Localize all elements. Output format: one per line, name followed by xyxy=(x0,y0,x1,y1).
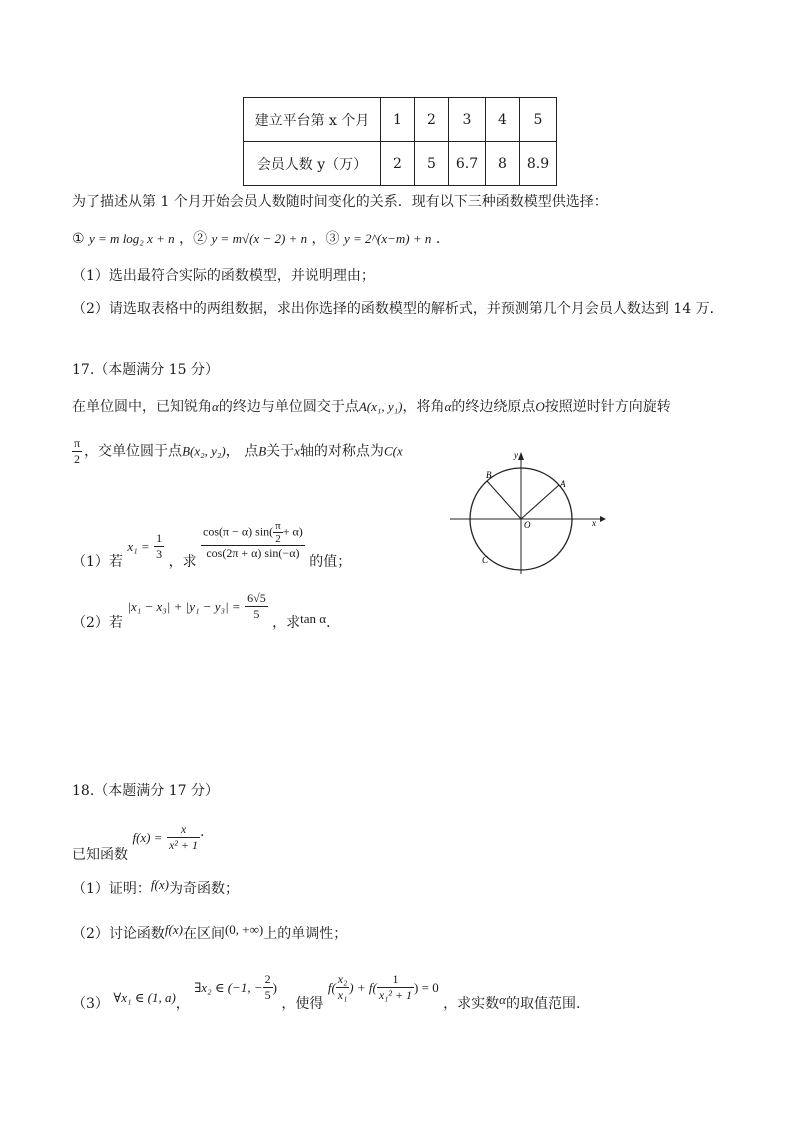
denominator: 5 xyxy=(264,988,271,1002)
table-row xyxy=(244,142,557,186)
alpha-symbol: α xyxy=(212,399,219,414)
q17-part1 xyxy=(72,514,352,570)
x2-over-x1 xyxy=(336,972,350,1003)
numerator: 2 xyxy=(264,972,271,986)
y-axis-arrow xyxy=(518,452,524,460)
x1-equals: x₁ = xyxy=(127,538,150,554)
q18-function xyxy=(72,816,205,863)
numerator xyxy=(201,520,305,546)
point-b: B(x₂, y₂) xyxy=(182,443,226,459)
text: ，求实数 xyxy=(443,995,500,1012)
table-cell: 2 xyxy=(381,142,415,186)
text: 在单位圆中，已知锐角 xyxy=(72,399,212,415)
denominator: x₁ xyxy=(337,988,348,1002)
text: f( xyxy=(327,979,336,995)
text: cos(π − α) sin( xyxy=(203,524,274,539)
denominator: 3 xyxy=(156,547,163,561)
point-b-label: B xyxy=(258,443,267,459)
x-axis-arrow xyxy=(600,516,606,522)
text: ，使得 xyxy=(281,995,324,1012)
numerator: x₂ xyxy=(337,972,348,986)
denominator: x² + 1 xyxy=(168,838,198,852)
table-row xyxy=(244,98,557,142)
membership-table xyxy=(243,97,557,186)
x-axis-label: x xyxy=(294,443,300,459)
point-a: A(x₁, y₁) xyxy=(358,399,403,414)
q16-intro: 为了描述从第 1 个月开始会员人数随时间变化的关系．现有以下三种函数模型供选择： xyxy=(72,194,608,210)
numerator: 1 xyxy=(156,531,163,545)
f-of-x: f(x) = xyxy=(132,829,163,845)
o-label: O xyxy=(524,520,531,530)
q18-part2 xyxy=(72,923,347,943)
text: 的取值范围. xyxy=(506,995,581,1012)
text: （3） xyxy=(72,995,109,1012)
alpha-symbol: α xyxy=(444,399,452,414)
abs-expression: |x₁ − x₃| + |y₁ − y₃| = xyxy=(127,598,241,614)
denominator: 2 xyxy=(275,533,281,545)
model-2-marker: ，② xyxy=(179,231,208,247)
text: 上的单调性； xyxy=(263,926,348,942)
numerator: x xyxy=(167,822,200,838)
text: 按照逆时针方向旋转 xyxy=(544,399,671,415)
denominator: cos(2π + α) sin(−α) xyxy=(206,546,300,560)
row-header-month: 建立平台第 x 个月 xyxy=(244,98,381,142)
a-label: A xyxy=(560,479,566,489)
model-2-formula: y = m√(x − 2) + n xyxy=(211,231,308,246)
origin-o: O xyxy=(535,399,545,414)
c-label: C xyxy=(482,555,489,565)
table-cell: 6.7 xyxy=(449,142,486,186)
text: ， xyxy=(175,995,190,1012)
numerator: π xyxy=(74,436,81,450)
forall-x1: ∀x₁ ∈ (1, a) xyxy=(113,989,176,1005)
q18-header: 18.（本题满分 17 分） xyxy=(72,783,219,799)
b-label: B xyxy=(486,470,492,480)
text: （1）证明： xyxy=(72,881,151,897)
table-cell: 1 xyxy=(381,98,415,142)
q16-part1: （1）选出最符合实际的函数模型，并说明理由； xyxy=(72,268,375,284)
model-1-formula: y = m log₂ x + n xyxy=(89,231,175,246)
two-fifths xyxy=(263,972,273,1003)
table-cell: 2 xyxy=(415,98,449,142)
text: 轴的对称点为 xyxy=(299,443,384,460)
x-label: x xyxy=(592,518,596,528)
model-1-marker: ① xyxy=(72,231,85,247)
text: 的终边与单位圆交于点 xyxy=(218,399,359,415)
text: （2）讨论函数 xyxy=(72,926,165,942)
text: ) xyxy=(272,979,277,995)
one-third xyxy=(154,531,164,562)
tan-alpha: tan α xyxy=(300,610,327,626)
text: 在区间 xyxy=(182,926,225,942)
text: ，将角 xyxy=(402,399,445,415)
alpha-symbol: α xyxy=(499,991,506,1007)
text: 为奇函数； xyxy=(168,881,239,897)
q18-part3 xyxy=(72,966,581,1012)
table-cell: 8 xyxy=(486,142,520,186)
trig-expression xyxy=(201,520,305,561)
six-root5-over-5 xyxy=(245,591,268,622)
text: ． xyxy=(326,614,341,631)
f-of-x: f(x) xyxy=(164,922,183,937)
text: （2）若 xyxy=(72,614,123,631)
interval: (0, +∞) xyxy=(224,922,264,937)
punct: ． xyxy=(435,231,450,247)
text: ，交单位圆于点 xyxy=(84,443,183,460)
denominator: x₁² + 1 xyxy=(378,988,413,1002)
text: 关于 xyxy=(266,443,295,460)
one-over-x1sq xyxy=(377,972,414,1003)
model-3-formula: y = 2^(x−m) + n xyxy=(343,231,432,246)
pi-over-2 xyxy=(273,520,283,545)
exists-x2: ∃x₂ ∈ (−1, − xyxy=(194,979,263,995)
ray-ob xyxy=(487,481,521,519)
text: . xyxy=(200,823,205,840)
table-cell: 4 xyxy=(486,98,520,142)
row-header-members: 会员人数 y（万） xyxy=(244,142,381,186)
table-cell: 3 xyxy=(449,98,486,142)
numerator: 6√5 xyxy=(247,591,266,605)
text: + α) xyxy=(282,524,303,539)
q16-part2: （2）请选取表格中的两组数据，求出你选择的函数模型的解析式，并预测第几个月会员人数达到 14 万． xyxy=(72,301,724,317)
unit-circle-figure xyxy=(448,448,618,578)
table-cell: 5 xyxy=(415,142,449,186)
q16-models xyxy=(72,228,450,248)
text: ，求 xyxy=(272,614,301,631)
denominator: 2 xyxy=(74,452,81,466)
table-cell: 5 xyxy=(520,98,557,142)
text: 已知函数 xyxy=(72,846,128,863)
f-of-x: f(x) xyxy=(150,877,169,892)
function-fraction xyxy=(167,822,200,853)
text: ) = 0 xyxy=(414,979,439,995)
q17-line1 xyxy=(72,396,671,416)
q18-part1 xyxy=(72,878,239,898)
text: 的终边绕原点 xyxy=(451,399,536,415)
denominator: 5 xyxy=(253,607,260,621)
text: ) + f( xyxy=(349,979,377,995)
q17-line2 xyxy=(72,436,403,467)
q17-part2 xyxy=(72,585,341,631)
y-label: y xyxy=(514,450,518,460)
pi-over-2 xyxy=(72,436,82,467)
model-3-marker: ，③ xyxy=(311,231,340,247)
ray-oa xyxy=(521,485,559,519)
text: 的值； xyxy=(309,553,352,570)
text: ， 点 xyxy=(225,443,259,460)
table-cell: 8.9 xyxy=(520,142,557,186)
numerator: 1 xyxy=(377,972,414,988)
numerator: π xyxy=(275,520,281,532)
point-c: C(x xyxy=(383,443,403,459)
q17-header: 17.（本题满分 15 分） xyxy=(72,362,219,378)
text: ，求 xyxy=(168,553,197,570)
text: （1）若 xyxy=(72,553,123,570)
